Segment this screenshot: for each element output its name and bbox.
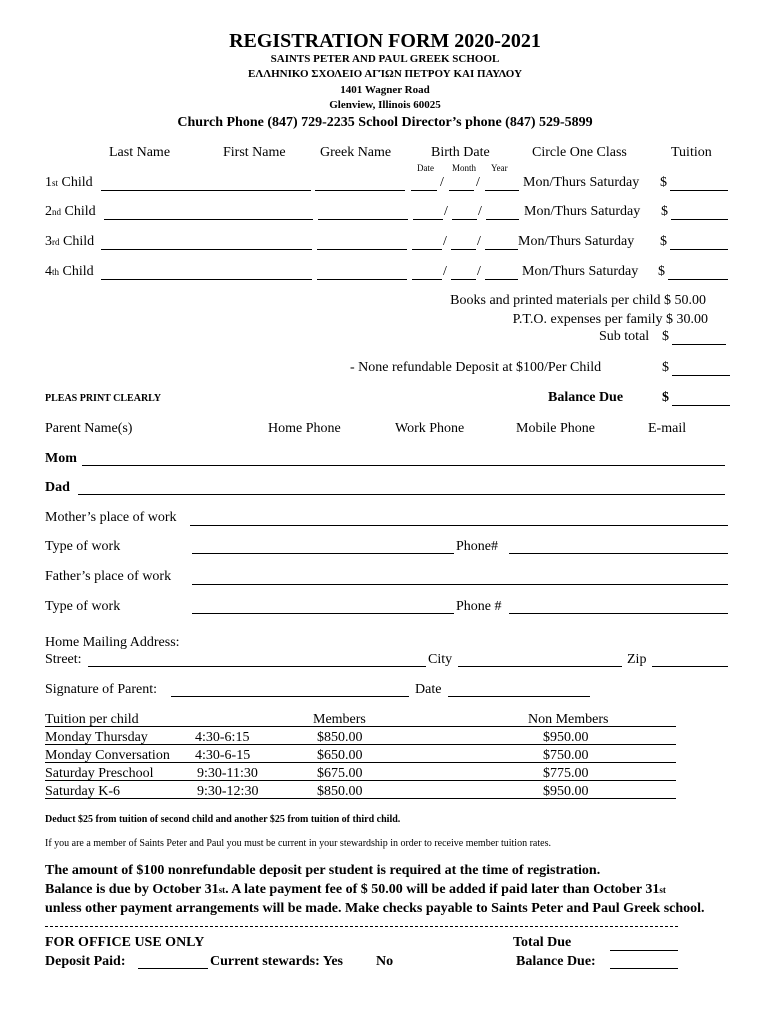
- contact-phones: Church Phone (847) 729-2235 School Director’s phone (847) 529-5899: [177, 115, 593, 130]
- mom-field[interactable]: [82, 465, 725, 466]
- pto-fee: P.T.O. expenses per family $ 30.00: [512, 312, 708, 327]
- subtotal-label: Sub total: [599, 329, 650, 344]
- tuition-field[interactable]: [670, 249, 728, 250]
- office-balance-due-field[interactable]: [610, 968, 678, 969]
- child-row-label: 3rd Child: [45, 234, 95, 249]
- date-separator: /: [477, 234, 481, 249]
- street-label: Street:: [45, 652, 82, 667]
- tuition-row-members: $850.00: [317, 784, 363, 799]
- total-due-field[interactable]: [610, 950, 678, 951]
- child-row-label: 4th Child: [45, 264, 94, 279]
- deposit-label: - None refundable Deposit at $100/Per Child: [350, 360, 602, 375]
- birth-date-field[interactable]: [413, 219, 443, 220]
- school-name-greek: ΕΛΛΗΝΙΚΟ ΣΧΟΛΕΙΟ ΑΓΊΩΝ ΠΕΤΡΟΥ ΚΑΙ ΠΑΥΛΟΥ: [247, 68, 523, 80]
- father-type-of-work-field[interactable]: [192, 613, 454, 614]
- first-name-field[interactable]: [315, 190, 405, 191]
- birth-month-field[interactable]: [451, 279, 476, 280]
- class-options[interactable]: Mon/Thurs Saturday: [523, 175, 640, 190]
- balance-dollar: $: [662, 390, 669, 405]
- first-name-field[interactable]: [318, 219, 408, 220]
- col-date: Date: [417, 163, 434, 173]
- tuition-dollar: $: [658, 264, 665, 279]
- office-balance-due-label: Balance Due:: [516, 954, 596, 969]
- tuition-row-name: Monday Thursday: [45, 730, 148, 745]
- mother-work-field[interactable]: [190, 525, 728, 526]
- tuition-row-name: Saturday Preschool: [45, 766, 154, 781]
- type-of-work-label: Type of work: [45, 599, 121, 614]
- school-address-street: 1401 Wagner Road: [340, 84, 430, 96]
- school-address-city: Glenview, Illinois 60025: [329, 99, 441, 111]
- date-separator: /: [478, 204, 482, 219]
- class-options[interactable]: Mon/Thurs Saturday: [522, 264, 639, 279]
- col-parent-names: Parent Name(s): [45, 421, 133, 436]
- tuition-header-members: Members: [313, 712, 366, 727]
- total-due-label: Total Due: [513, 935, 572, 950]
- zip-field[interactable]: [652, 666, 728, 667]
- birth-year-field[interactable]: [485, 249, 518, 250]
- form-title: REGISTRATION FORM 2020-2021: [229, 30, 541, 52]
- tuition-row-non-members: $950.00: [543, 730, 589, 745]
- current-stewards-label[interactable]: Current stewards: Yes: [210, 954, 343, 969]
- last-name-field[interactable]: [104, 219, 313, 220]
- balance-due-note: Balance is due by October 31st. A late payment fee of $ 50.00 will be added if paid later than October 31st: [45, 882, 666, 897]
- zip-label: Zip: [627, 652, 647, 667]
- tuition-row-members: $650.00: [317, 748, 363, 763]
- col-email: E-mail: [648, 421, 687, 436]
- first-name-field[interactable]: [317, 249, 407, 250]
- date-field[interactable]: [448, 696, 590, 697]
- signature-label: Signature of Parent:: [45, 682, 157, 697]
- tuition-header-non-members: Non Members: [528, 712, 609, 727]
- mother-phone-field[interactable]: [509, 553, 728, 554]
- dad-label: Dad: [45, 480, 70, 495]
- payment-instructions: unless other payment arrangements will be made. Make checks payable to Saints Peter and Paul Greek school.: [45, 901, 705, 916]
- col-tuition: Tuition: [671, 145, 712, 160]
- print-clearly-note: PLEAS PRINT CLEARLY: [45, 393, 162, 404]
- child-row-label: 1st Child: [45, 175, 93, 190]
- tuition-row-members: $850.00: [317, 730, 363, 745]
- col-greek-name: Greek Name: [320, 145, 392, 160]
- home-mailing-label: Home Mailing Address:: [45, 635, 180, 650]
- father-work-label: Father’s place of work: [45, 569, 172, 584]
- city-field[interactable]: [458, 666, 622, 667]
- subtotal-field[interactable]: [672, 344, 726, 345]
- birth-month-field[interactable]: [449, 190, 474, 191]
- col-class: Circle One Class: [532, 145, 627, 160]
- date-label: Date: [415, 682, 442, 697]
- last-name-field[interactable]: [101, 190, 311, 191]
- tuition-field[interactable]: [670, 190, 728, 191]
- col-last-name: Last Name: [109, 145, 171, 160]
- office-use-title: FOR OFFICE USE ONLY: [45, 935, 205, 950]
- balance-field[interactable]: [672, 405, 730, 406]
- date-separator: /: [443, 264, 447, 279]
- father-work-field[interactable]: [192, 584, 728, 585]
- school-name-english: SAINTS PETER AND PAUL GREEK SCHOOL: [270, 53, 500, 65]
- tuition-row-time: 4:30-6-15: [195, 748, 251, 763]
- first-name-field[interactable]: [317, 279, 407, 280]
- tuition-field[interactable]: [671, 219, 728, 220]
- phone-label: Phone #: [456, 599, 502, 614]
- dad-field[interactable]: [78, 494, 725, 495]
- birth-year-field[interactable]: [485, 190, 519, 191]
- subtotal-dollar: $: [662, 329, 669, 344]
- signature-field[interactable]: [171, 696, 409, 697]
- tuition-row-time: 9:30-12:30: [197, 784, 259, 799]
- col-year: Year: [491, 163, 508, 173]
- tuition-header-label: Tuition per child: [45, 712, 139, 727]
- tuition-row-name: Saturday K-6: [45, 784, 121, 799]
- city-label: City: [428, 652, 453, 667]
- stewards-no-option[interactable]: No: [376, 954, 394, 969]
- mother-type-of-work-field[interactable]: [192, 553, 454, 554]
- tuition-row-members: $675.00: [317, 766, 363, 781]
- col-mobile-phone: Mobile Phone: [516, 421, 595, 436]
- tuition-row-non-members: $775.00: [543, 766, 589, 781]
- tuition-row-time: 9:30-11:30: [197, 766, 258, 781]
- tuition-dollar: $: [660, 175, 667, 190]
- tuition-dollar: $: [660, 234, 667, 249]
- birth-date-field[interactable]: [412, 279, 442, 280]
- birth-date-field[interactable]: [411, 190, 437, 191]
- deposit-paid-field[interactable]: [138, 968, 208, 969]
- col-first-name: First Name: [223, 145, 286, 160]
- street-field[interactable]: [88, 666, 426, 667]
- date-separator: /: [440, 175, 444, 190]
- child-row-label: 2nd Child: [45, 204, 96, 219]
- col-work-phone: Work Phone: [395, 421, 465, 436]
- last-name-field[interactable]: [101, 279, 312, 280]
- date-separator: /: [444, 204, 448, 219]
- col-home-phone: Home Phone: [268, 421, 341, 436]
- mom-label: Mom: [45, 451, 77, 466]
- class-options[interactable]: Mon/Thurs Saturday: [518, 234, 635, 249]
- date-separator: /: [443, 234, 447, 249]
- birth-year-field[interactable]: [486, 219, 519, 220]
- deposit-requirement: The amount of $100 nonrefundable deposit per student is required at the time of registration.: [45, 863, 601, 878]
- birth-month-field[interactable]: [451, 249, 476, 250]
- col-birth-date: Birth Date: [431, 145, 490, 160]
- type-of-work-label: Type of work: [45, 539, 121, 554]
- deposit-field[interactable]: [672, 375, 730, 376]
- birth-year-field[interactable]: [485, 279, 518, 280]
- tuition-field[interactable]: [668, 279, 728, 280]
- tuition-row-non-members: $750.00: [543, 748, 589, 763]
- dashed-divider: [45, 926, 678, 927]
- books-fee: Books and printed materials per child $ 50.00: [450, 293, 706, 308]
- member-rate-note: If you are a member of Saints Peter and Paul you must be current in your stewardship in order to receive member tuition rates.: [45, 838, 551, 849]
- date-separator: /: [477, 264, 481, 279]
- balance-due-label: Balance Due: [548, 390, 624, 405]
- last-name-field[interactable]: [101, 249, 312, 250]
- tuition-row-non-members: $950.00: [543, 784, 589, 799]
- tuition-row-name: Monday Conversation: [45, 748, 170, 763]
- tuition-dollar: $: [661, 204, 668, 219]
- phone-label: Phone#: [456, 539, 498, 554]
- birth-month-field[interactable]: [452, 219, 477, 220]
- mother-work-label: Mother’s place of work: [45, 510, 177, 525]
- sibling-discount-note: Deduct $25 from tuition of second child and another $25 from tuition of third child.: [45, 814, 401, 825]
- date-separator: /: [476, 175, 480, 190]
- class-options[interactable]: Mon/Thurs Saturday: [524, 204, 641, 219]
- deposit-dollar: $: [662, 360, 669, 375]
- father-phone-field[interactable]: [509, 613, 728, 614]
- deposit-paid-label: Deposit Paid:: [45, 954, 126, 969]
- birth-date-field[interactable]: [412, 249, 442, 250]
- tuition-row-time: 4:30-6:15: [195, 730, 250, 745]
- col-month: Month: [452, 163, 477, 173]
